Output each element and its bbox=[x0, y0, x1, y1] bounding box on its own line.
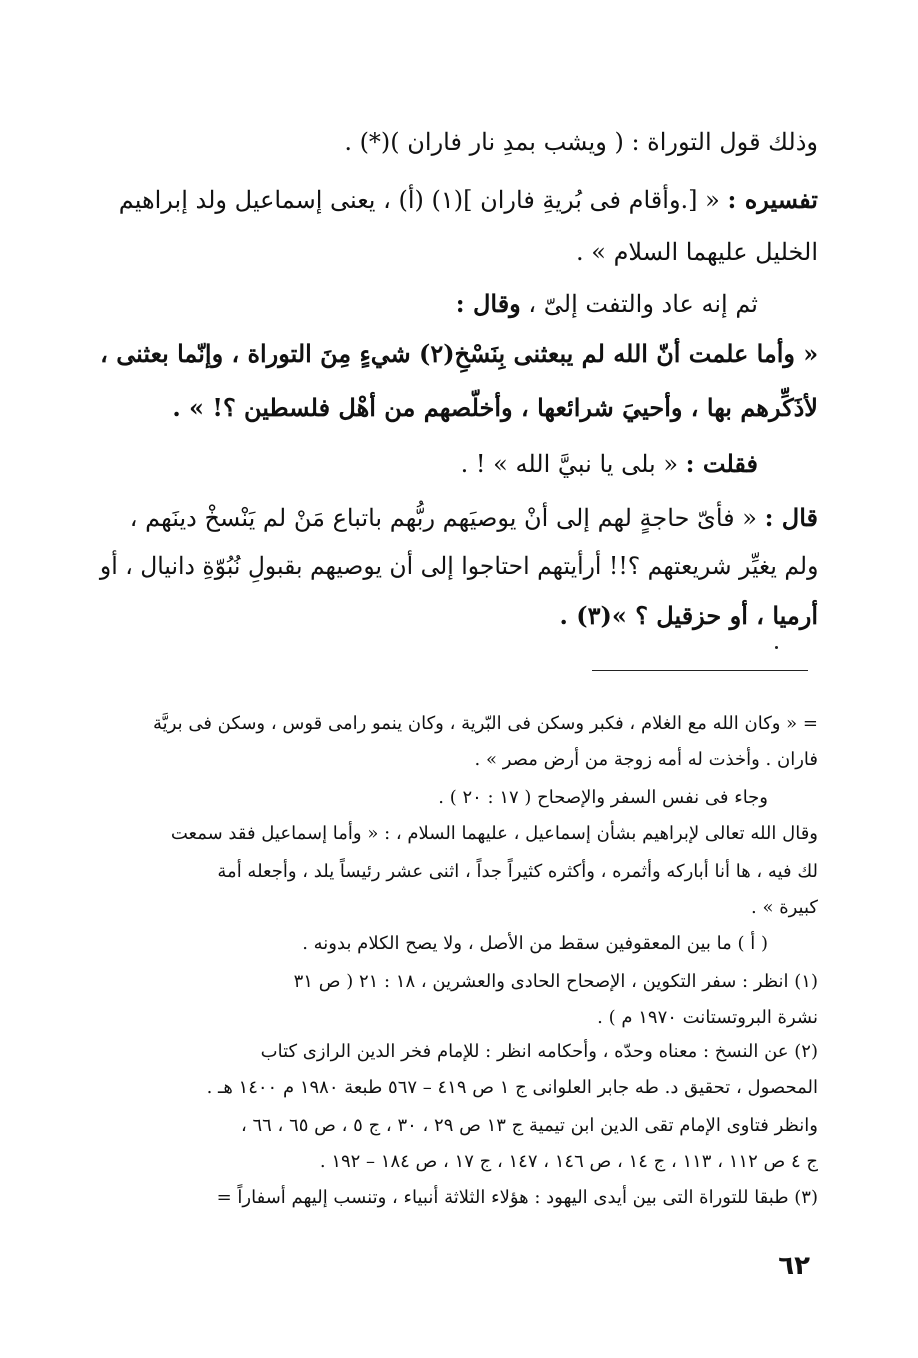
fa-qultu-label: فقلت : bbox=[685, 449, 758, 478]
body-line-8 bbox=[130, 502, 818, 534]
footnote-line-3: وجاء فى نفس السفر والإصحاح ( ١٧ : ٢٠ ) . bbox=[438, 787, 768, 808]
footnote-line-4: وقال الله تعالى لإبراهيم بشأن إسماعيل ، عليهما السلام ، : « وأما إسماعيل فقد سمعت bbox=[170, 823, 818, 844]
footnote-separator bbox=[592, 670, 808, 671]
stray-mark bbox=[775, 646, 778, 649]
body-line-3: الخليل عليهما السلام » . bbox=[576, 238, 818, 266]
qala-label: وقال : bbox=[455, 289, 521, 318]
footnote-line-14: (٣) طبقا للتوراة التى بين أيدى اليهود : هؤلاء الثلاثة أنبياء ، وتنسب إليهم أسفاراً = bbox=[216, 1187, 818, 1208]
narration-text: ثم إنه عاد والتفت إلىّ ، bbox=[528, 290, 758, 318]
footnote-line-5: لك فيه ، ها أنا أباركه وأثمره ، وأكثره كثيراً جداً ، اثنى عشر رئيساً يلد ، وأجعله أمة bbox=[217, 861, 818, 882]
footnote-line-1: = « وكان الله مع الغلام ، فكبر وسكن فى البّرية ، وكان ينمو رامى قوس ، وسكن فى بريَّة bbox=[153, 713, 818, 734]
body-line-1: وذلك قول التوراة : ( ويشب بمدِ نار فاران )(*) . bbox=[344, 128, 818, 156]
tafsir-label: تفسيره : bbox=[727, 185, 818, 214]
question-text: « فأىّ حاجةٍ لهم إلى أنْ يوصيَهم ربُّهم باتباع مَنْ لم يَنْسخْ دينَهم ، bbox=[129, 504, 757, 532]
footnote-line-11: المحصول ، تحقيق د. طه جابر العلوانى ج ١ ص ٤١٩ – ٥٦٧ طبعة ١٩٨٠ م ١٤٠٠ هـ . bbox=[206, 1077, 818, 1098]
footnote-line-6: كبيرة » . bbox=[751, 897, 818, 918]
footnote-line-7: ( أ ) ما بين المعقوفين سقط من الأصل ، ولا يصح الكلام بدونه . bbox=[302, 933, 768, 954]
body-line-4 bbox=[456, 288, 758, 320]
body-line-5: « وأما علمت أنّ الله لم يبعثنى بِنَسْخِ(٢) شيءٍ مِنَ التوراة ، وإنّما بعثنى ، bbox=[99, 339, 818, 368]
body-line-2 bbox=[119, 184, 818, 216]
body-line-10: أرميا ، أو حزقيل ؟ »(٣) . bbox=[559, 601, 818, 630]
footnote-line-12: وانظر فتاوى الإمام تقى الدين ابن تيمية ج ١٣ ص ٢٩ ، ٣٠ ، ج ٥ ، ص ٦٥ ، ٦٦ ، bbox=[240, 1115, 818, 1136]
footnote-line-8: (١) انظر : سفر التكوين ، الإصحاح الحادى والعشرين ، ١٨ : ٢١ ( ص ٣١ bbox=[293, 971, 818, 992]
footnote-line-10: (٢) عن النسخ : معناه وحدّه ، وأحكامه انظر : للإمام فخر الدين الرازى كتاب bbox=[260, 1041, 818, 1062]
footnote-line-9: نشرة البروتستانت ١٩٧٠ م ) . bbox=[597, 1007, 818, 1028]
footnote-line-2: فاران . وأخذت له أمه زوجة من أرض مصر » . bbox=[474, 749, 818, 770]
page-number: ٦٢ bbox=[778, 1251, 810, 1281]
reply-text: « بلى يا نبيَّ الله » ! . bbox=[460, 450, 679, 478]
footnote-line-13: ج ٤ ص ١١٢ ، ١١٣ ، ج ١٤ ، ص ١٤٦ ، ١٤٧ ، ج ١٧ ، ص ١٨٤ – ١٩٢ . bbox=[319, 1151, 818, 1172]
body-line-9: ولم يغيِّر شريعتهم ؟!! أرأيتهم احتاجوا إلى أن يوصيهم بقبولِ نُبُوّةِ دانيال ، أو bbox=[99, 552, 818, 580]
tafsir-text: « [.وأقام فى بُريةِ فاران ](١) (أ) ، يعنى إسماعيل ولد إبراهيم bbox=[118, 186, 720, 214]
body-line-6: لأذَكِّرهم بها ، وأحييَ شرائعها ، وأخلّصهم من أهْل فلسطين ؟! » . bbox=[172, 393, 818, 422]
qala-label-2: قال : bbox=[764, 503, 818, 532]
body-line-7 bbox=[461, 448, 758, 480]
